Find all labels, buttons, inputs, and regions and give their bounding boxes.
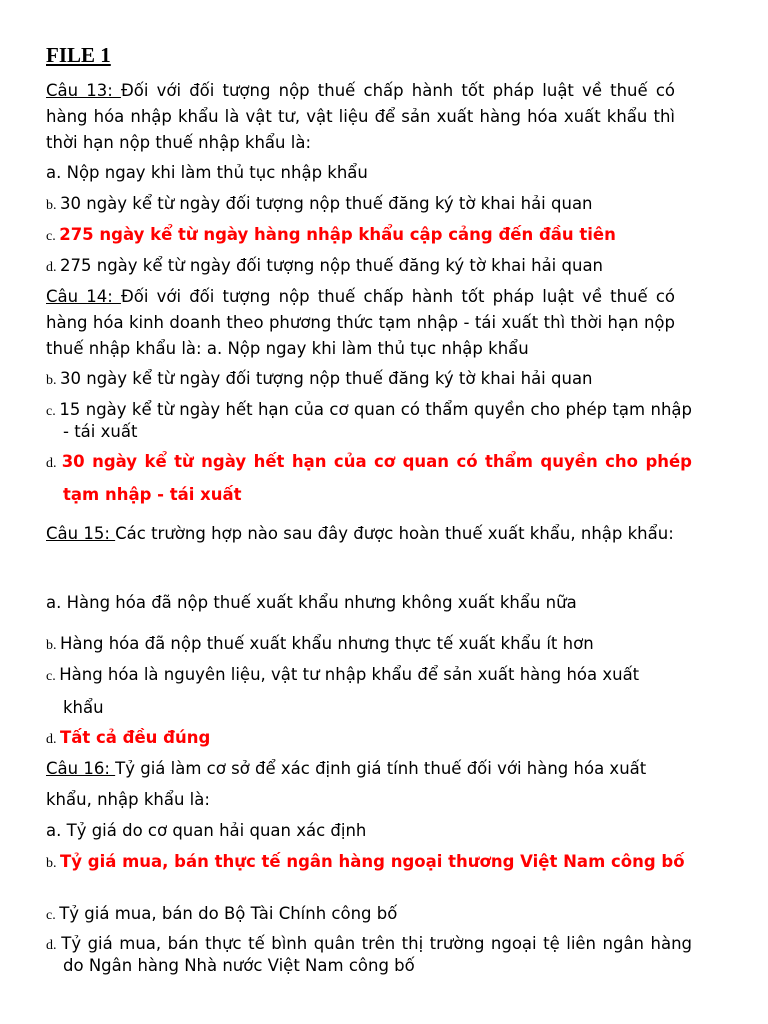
- option-letter: b.: [46, 856, 60, 871]
- option-13-d: [46, 253, 692, 281]
- option-text: Tỷ giá mua, bán thực tế bình quân trên thị trường ngoại tệ liên ngân hàng do Ngân hàng Nhà nước Việt Nam công bố: [61, 934, 693, 975]
- option-16-b-correct-answer: [46, 852, 692, 874]
- option-text: Tỷ giá mua, bán thực tế ngân hàng ngoại thương Việt Nam công bố: [60, 852, 685, 871]
- option-15-a: [46, 590, 692, 616]
- option-15-b: [46, 631, 692, 659]
- option-text: Hàng hóa đã nộp thuế xuất khẩu nhưng thực tế xuất khẩu ít hơn: [60, 634, 594, 653]
- option-text: 275 ngày kể từ ngày đối tượng nộp thuế đăng ký tờ khai hải quan: [60, 256, 604, 275]
- option-letter: c.: [46, 229, 60, 244]
- option-letter: a.: [46, 821, 67, 840]
- question-16: [46, 753, 666, 815]
- option-text: Hàng hóa đã nộp thuế xuất khẩu nhưng không xuất khẩu nữa: [66, 593, 577, 612]
- option-14-d-correct-answer: [46, 446, 692, 510]
- option-16-c: [46, 901, 692, 929]
- question-13: [46, 78, 675, 156]
- question-label: Câu 13:: [46, 81, 121, 100]
- option-text: 30 ngày kể từ ngày đối tượng nộp thuế đăng ký tờ khai hải quan: [60, 369, 593, 388]
- option-15-d-correct-answer: [46, 725, 692, 753]
- option-text: Tỷ giá do cơ quan hải quan xác định: [66, 821, 367, 840]
- question-label: Câu 15:: [46, 524, 116, 543]
- option-letter: c.: [46, 404, 60, 419]
- option-15-c: [46, 659, 663, 723]
- option-letter: b.: [46, 198, 60, 213]
- option-14-c: [46, 400, 692, 442]
- option-text: Tất cả đều đúng: [60, 728, 211, 747]
- option-text: Nộp ngay khi làm thủ tục nhập khẩu: [66, 163, 368, 182]
- option-14-b: [46, 366, 692, 394]
- option-letter: b.: [46, 373, 60, 388]
- option-letter: a.: [46, 163, 67, 182]
- option-16-a: [46, 818, 692, 844]
- option-letter: b.: [46, 638, 60, 653]
- option-text: Tỷ giá mua, bán do Bộ Tài Chính công bố: [59, 904, 398, 923]
- option-text: 30 ngày kể từ ngày đối tượng nộp thuế đăng ký tờ khai hải quan: [60, 194, 593, 213]
- option-text: 30 ngày kể từ ngày hết hạn của cơ quan có thẩm quyền cho phép tạm nhập - tái xuất: [61, 452, 692, 504]
- option-letter: a.: [46, 593, 67, 612]
- option-letter: d.: [46, 938, 62, 953]
- question-14: [46, 284, 675, 362]
- question-label: Câu 16:: [46, 759, 116, 778]
- question-text: Tỷ giá làm cơ sở để xác định giá tính thuế đối với hàng hóa xuất khẩu, nhập khẩu là:: [46, 759, 647, 809]
- question-label: Câu 14:: [46, 287, 121, 306]
- document-title: FILE 1: [46, 43, 111, 67]
- option-text: Hàng hóa là nguyên liệu, vật tư nhập khẩu để sản xuất hàng hóa xuất khẩu: [59, 665, 640, 717]
- question-text: Đối với đối tượng nộp thuế chấp hành tốt pháp luật về thuế có hàng hóa nhập khẩu là vật tư, vật liệu để sản xuất hàng hóa xuất khẩu thì thời hạn nộp thuế nhập khẩu là:: [46, 81, 675, 152]
- option-letter: c.: [46, 908, 60, 923]
- question-15: [46, 518, 675, 549]
- option-13-c-correct-answer: [46, 222, 692, 250]
- option-letter: d.: [46, 260, 60, 275]
- option-text: 275 ngày kể từ ngày hàng nhập khẩu cập cảng đến đầu tiên: [59, 225, 616, 244]
- option-13-b: [46, 191, 692, 219]
- option-letter: d.: [46, 456, 62, 471]
- option-13-a: [46, 160, 692, 186]
- option-letter: d.: [46, 732, 60, 747]
- option-16-d: [46, 934, 692, 976]
- question-text: Các trường hợp nào sau đây được hoàn thuế xuất khẩu, nhập khẩu:: [115, 524, 674, 543]
- question-text: Đối với đối tượng nộp thuế chấp hành tốt pháp luật về thuế có hàng hóa kinh doanh theo phương thức tạm nhập - tái xuất thì thời hạn nộp thuế nhập khẩu là: a. Nộp ngay khi làm thủ tục nhập khẩu: [46, 287, 675, 358]
- option-text: 15 ngày kể từ ngày hết hạn của cơ quan có thẩm quyền cho phép tạm nhập - tái xuất: [59, 400, 692, 441]
- option-letter: c.: [46, 669, 60, 684]
